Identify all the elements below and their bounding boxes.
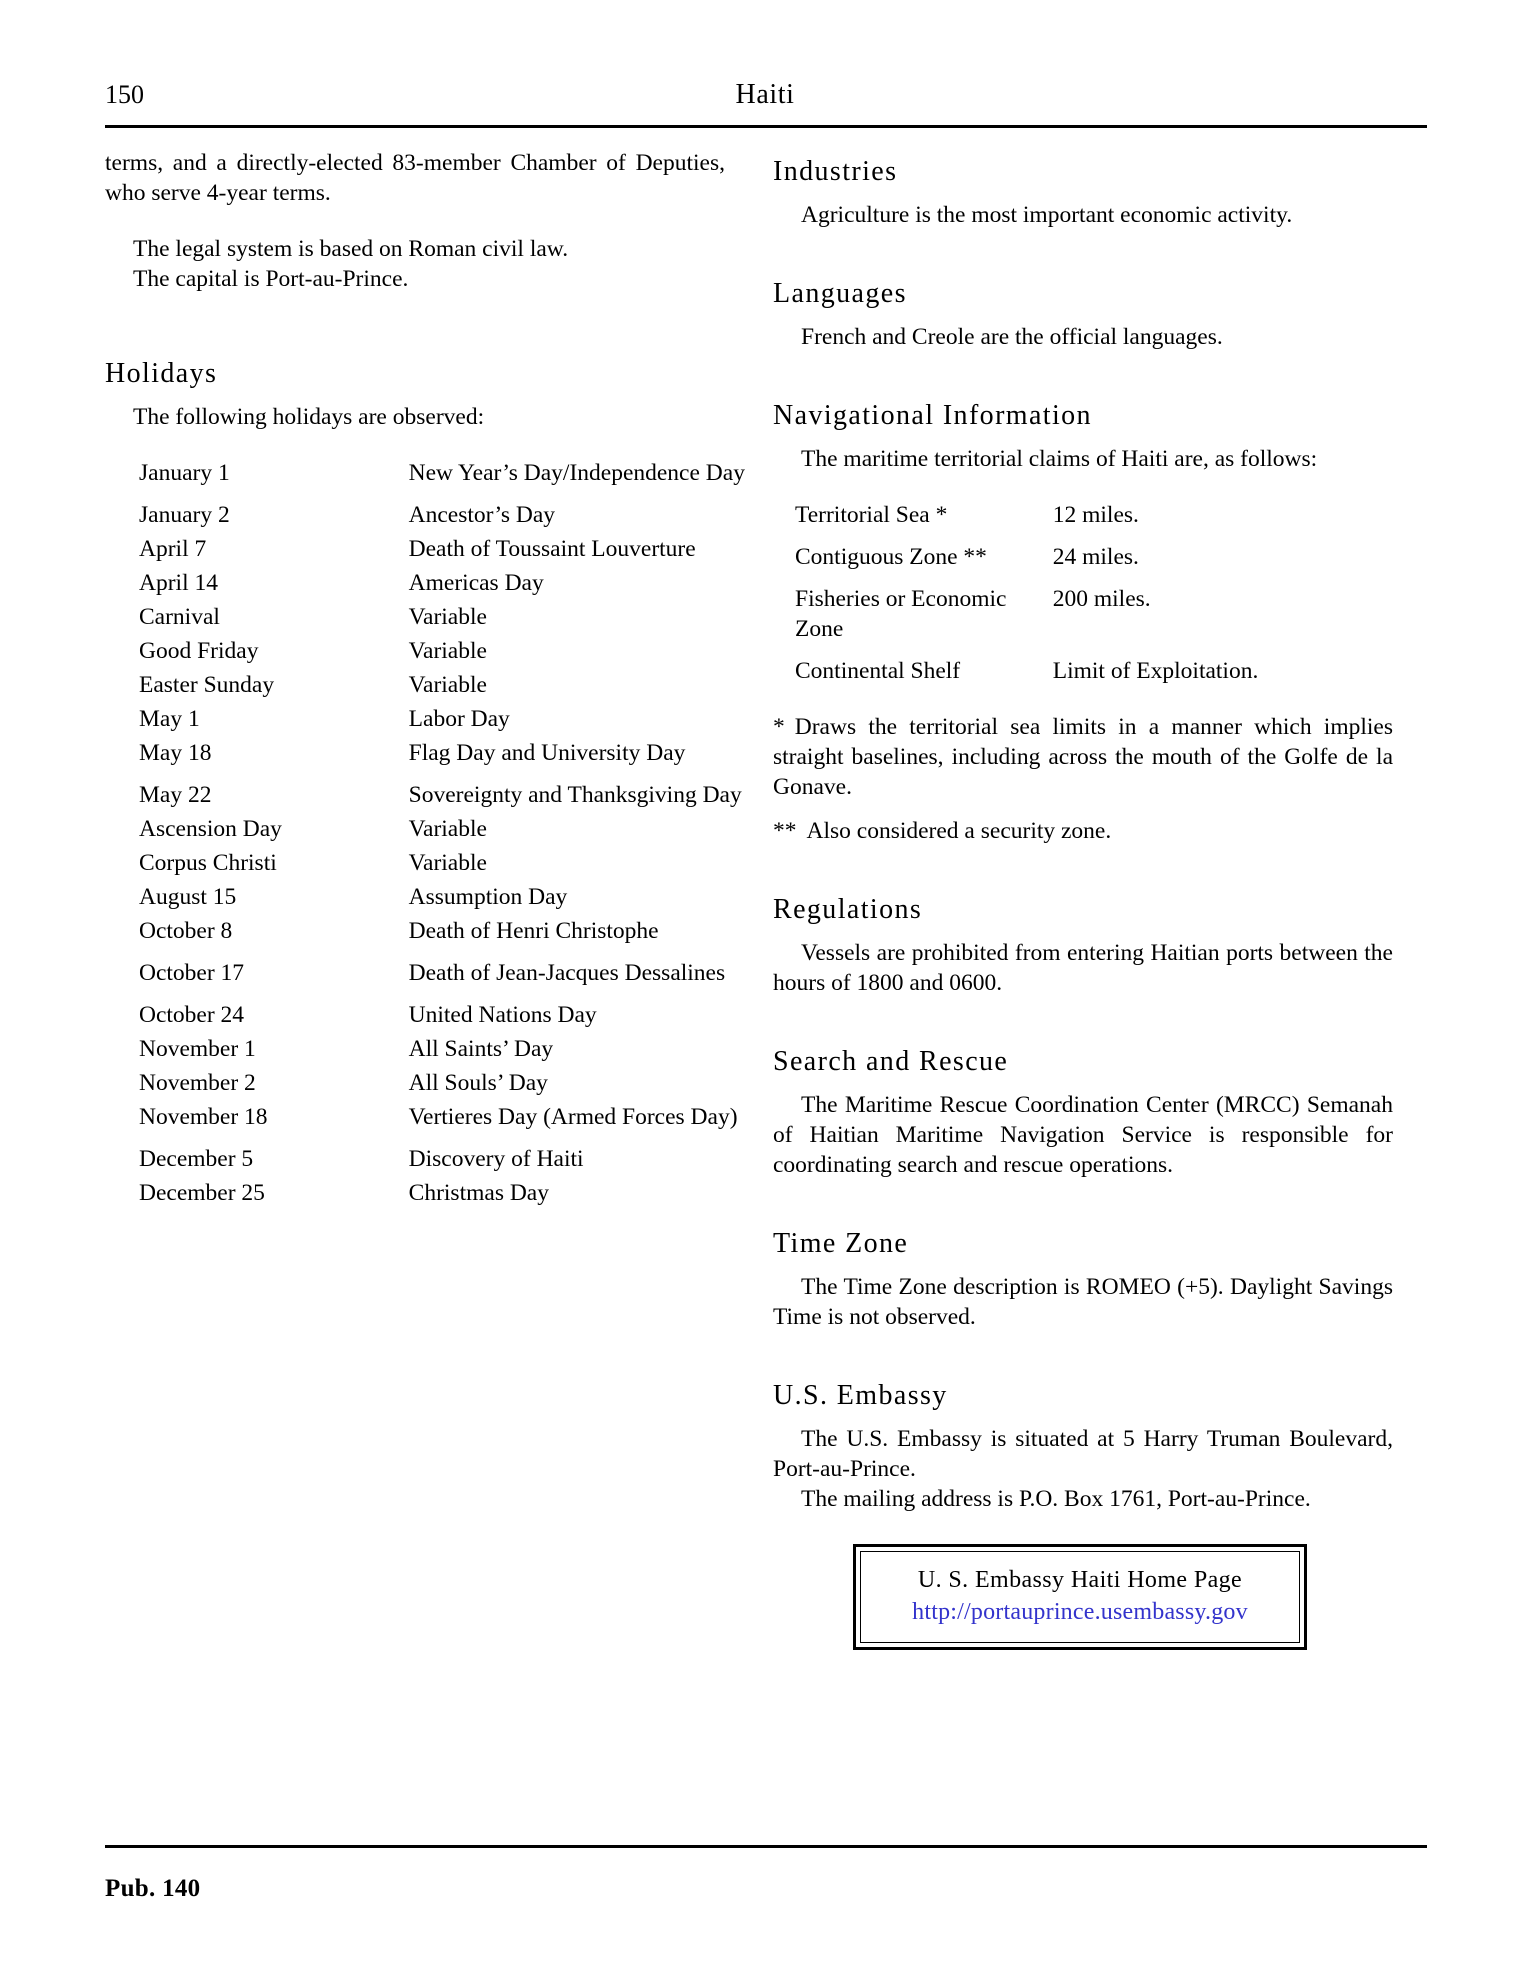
footnote-2-text: Also considered a security zone. — [806, 818, 1112, 844]
claim-term: Contiguous Zone ** — [795, 544, 987, 570]
table-row — [139, 958, 759, 1000]
us-embassy-address: The U.S. Embassy is situated at 5 Harry Truman Boulevard, Port-au-Prince. — [773, 1426, 1393, 1482]
holiday-date: November 18 — [139, 1104, 268, 1130]
table-row — [139, 1068, 759, 1102]
claim-value: 200 miles. — [1052, 586, 1151, 612]
time-zone-body: The Time Zone description is ROMEO (+5). Daylight Savings Time is not observed. — [773, 1274, 1393, 1330]
holiday-date: November 1 — [139, 1036, 256, 1062]
spacer — [773, 230, 1393, 270]
table-row — [139, 1178, 759, 1212]
claim-value: 24 miles. — [1052, 544, 1139, 570]
table-row — [139, 848, 759, 882]
table-row — [139, 534, 759, 568]
navigational-information-intro: The maritime territorial claims of Haiti are, as follows: — [801, 446, 1318, 472]
time-zone-section — [773, 1220, 1393, 1272]
table-row — [139, 1144, 759, 1178]
holiday-name: Death of Henri Christophe — [408, 918, 659, 944]
holiday-date: April 7 — [139, 536, 207, 562]
claim-term: Continental Shelf — [795, 658, 961, 684]
holiday-name: New Year’s Day/Independence Day — [408, 460, 745, 486]
spacer — [105, 432, 725, 458]
spacer — [773, 352, 1393, 392]
holiday-name: Death of Jean-Jacques Dessalines — [408, 960, 726, 986]
claim-value: 12 miles. — [1052, 502, 1139, 528]
languages-body: French and Creole are the official languages. — [801, 324, 1223, 350]
footnote-1-text: Draws the territorial sea limits in a manner which implies straight baselines, including across the mouth of the Golfe de la Gonave. — [773, 714, 1393, 800]
spacer — [773, 802, 1393, 816]
table-row — [139, 738, 759, 780]
holiday-name: United Nations Day — [408, 1002, 597, 1028]
embassy-home-page-box-inner — [860, 1551, 1300, 1643]
left-column — [105, 148, 745, 1212]
holiday-date: January 1 — [139, 460, 230, 486]
holiday-date: October 8 — [139, 918, 233, 944]
table-row — [139, 882, 759, 916]
page-number: 150 — [105, 80, 144, 109]
holidays-intro: The following holidays are observed: — [133, 404, 485, 430]
holiday-name: Variable — [408, 638, 487, 664]
navigational-information-section — [773, 392, 1393, 444]
holiday-date: January 2 — [139, 502, 230, 528]
holiday-date: August 15 — [139, 884, 237, 910]
claim-value: Limit of Exploitation. — [1052, 658, 1259, 684]
holiday-name: Assumption Day — [408, 884, 568, 910]
table-row — [139, 458, 759, 500]
holiday-date: Carnival — [139, 604, 220, 630]
footnote-2 — [773, 816, 1393, 846]
running-head — [105, 78, 1425, 118]
holiday-date: May 1 — [139, 706, 200, 732]
holiday-name: Sovereignty and Thanksgiving Day — [408, 782, 742, 808]
spacer — [773, 998, 1393, 1038]
legal-system-text: The legal system is based on Roman civil law. — [133, 236, 569, 262]
industries-section — [773, 148, 1393, 200]
industries-heading: Industries — [773, 156, 898, 187]
table-row — [139, 670, 759, 704]
holiday-date: Good Friday — [139, 638, 259, 664]
holiday-name: Ancestor’s Day — [408, 502, 556, 528]
holiday-name: Flag Day and University Day — [408, 740, 686, 766]
table-row — [795, 584, 1385, 656]
embassy-home-page-link[interactable]: http://portauprince.usembassy.gov — [912, 1599, 1248, 1625]
maritime-claims-table — [795, 500, 1385, 698]
holiday-name: All Saints’ Day — [408, 1036, 554, 1062]
us-embassy-section — [773, 1372, 1393, 1424]
spacer — [105, 294, 725, 350]
regulations-body: Vessels are prohibited from entering Haitian ports between the hours of 1800 and 0600. — [773, 940, 1393, 996]
holiday-date: Easter Sunday — [139, 672, 275, 698]
holiday-date: April 14 — [139, 570, 218, 596]
holiday-name: Variable — [408, 604, 487, 630]
table-row — [139, 1102, 759, 1144]
holiday-date: November 2 — [139, 1070, 256, 1096]
footnote-1-mark: * — [773, 714, 785, 740]
regulations-heading: Regulations — [773, 894, 923, 925]
holiday-name: Variable — [408, 672, 487, 698]
spacer — [773, 846, 1393, 886]
table-row — [139, 602, 759, 636]
maritime-claims-table-body — [795, 500, 1385, 698]
spacer — [773, 1332, 1393, 1372]
table-row — [139, 636, 759, 670]
holiday-date: Ascension Day — [139, 816, 282, 842]
holiday-name: Discovery of Haiti — [408, 1146, 584, 1172]
table-row — [139, 1000, 759, 1034]
holiday-date: Corpus Christi — [139, 850, 277, 876]
holiday-name: Labor Day — [408, 706, 510, 732]
publication-number: Pub. 140 — [105, 1875, 201, 1902]
spacer — [773, 698, 1393, 712]
holiday-date: October 24 — [139, 1002, 245, 1028]
holidays-table-body — [139, 458, 759, 1212]
languages-heading: Languages — [773, 278, 907, 309]
right-column — [773, 148, 1393, 1650]
spacer — [105, 208, 725, 234]
us-embassy-mailing-address: The mailing address is P.O. Box 1761, Port-au-Prince. — [801, 1486, 1311, 1512]
table-row — [139, 500, 759, 534]
table-row — [139, 1034, 759, 1068]
claim-term: Fisheries or Economic Zone — [795, 586, 1007, 642]
holiday-name: Death of Toussaint Louverture — [408, 536, 696, 562]
footnote-1 — [773, 712, 1393, 802]
page-title: Haiti — [735, 79, 795, 110]
table-row — [139, 704, 759, 738]
header-rule — [105, 125, 1427, 128]
embassy-home-page-title: U. S. Embassy Haiti Home Page — [917, 1567, 1243, 1593]
languages-section — [773, 270, 1393, 322]
footer-rule — [105, 1845, 1427, 1848]
search-and-rescue-body: The Maritime Rescue Coordination Center (MRCC) Semanah of Haitian Maritime Navigation Service is responsible for coordinating search and rescue operations. — [773, 1092, 1393, 1178]
holiday-date: May 22 — [139, 782, 212, 808]
holidays-heading: Holidays — [105, 358, 218, 389]
table-row — [139, 814, 759, 848]
navigational-information-heading: Navigational Information — [773, 400, 1092, 431]
holiday-name: Variable — [408, 816, 487, 842]
us-embassy-heading: U.S. Embassy — [773, 1380, 948, 1411]
spacer — [773, 1180, 1393, 1220]
holiday-name: Christmas Day — [408, 1180, 549, 1206]
holiday-date: December 25 — [139, 1180, 265, 1206]
holiday-name: All Souls’ Day — [408, 1070, 548, 1096]
table-row — [139, 780, 759, 814]
holiday-name: Variable — [408, 850, 487, 876]
holiday-date: May 18 — [139, 740, 212, 766]
holidays-table — [139, 458, 759, 1212]
table-row — [795, 542, 1385, 584]
embassy-home-page-box — [853, 1544, 1307, 1650]
holiday-name: Vertieres Day (Armed Forces Day) — [408, 1104, 738, 1130]
table-row — [139, 568, 759, 602]
capital-text: The capital is Port-au-Prince. — [133, 266, 409, 292]
holidays-section — [105, 350, 725, 402]
search-and-rescue-section — [773, 1038, 1393, 1090]
continued-paragraph: terms, and a directly-elected 83-member Chamber of Deputies, who serve 4-year terms. — [105, 150, 725, 206]
holiday-date: October 17 — [139, 960, 245, 986]
table-row — [795, 500, 1385, 542]
table-row — [795, 656, 1385, 698]
industries-body: Agriculture is the most important economic activity. — [801, 202, 1293, 228]
spacer — [773, 474, 1393, 500]
regulations-section — [773, 886, 1393, 938]
table-row — [139, 916, 759, 958]
time-zone-heading: Time Zone — [773, 1228, 909, 1259]
footnote-2-mark: ** — [773, 818, 797, 844]
claim-term: Territorial Sea * — [795, 502, 948, 528]
search-and-rescue-heading: Search and Rescue — [773, 1046, 1009, 1077]
holiday-name: Americas Day — [408, 570, 544, 596]
holiday-date: December 5 — [139, 1146, 254, 1172]
